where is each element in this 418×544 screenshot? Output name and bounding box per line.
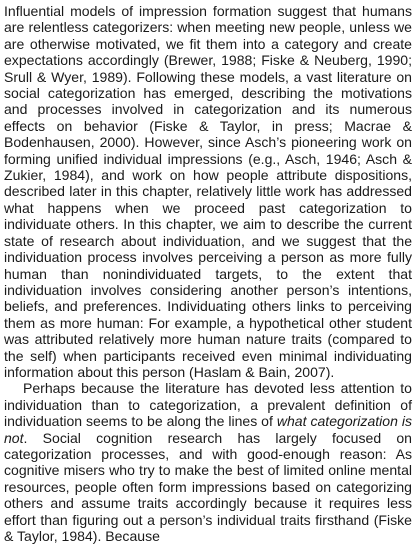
- paragraph-2-italic-phrase: what categorization is not: [4, 413, 412, 446]
- paragraph-2-text-start: Perhaps because the literature has devoted less attention to individuation than to categorization, a prevalent definition of individuation seems to be along the lines of: [4, 380, 412, 430]
- paragraph-1: [4, 3, 412, 380]
- paragraph-2: [4, 380, 412, 544]
- paragraph-1-text: Influential models of impression formation suggest that humans are relentless categorizers: when meeting new people, unless we are otherwise motivated, we fit them into a category and create expectations accordingly (Brewer, 1988; Fiske & Neuberg, 1990; Srull & Wyer, 1989). Following these models, a vast literature on social categorization has emerged, describing the motivations and processes involved in categorization and its numerous effects on behavior (Fiske & Taylor, in press; Macrae & Bodenhausen, 2000). However, since Asch’s pioneering work on forming unified individual impressions (e.g., Asch, 1946; Asch & Zukier, 1984), and work on how people attribute dispositions, described later in this chapter, relatively little work has addressed what happens when we proceed past categorization to individuate others. In this chapter, we aim to describe the current state of research about individuation, and we suggest that the individuation process involves perceiving a person as more fully human than nonindividuated targets, to the extent that individuation involves considering another person’s intentions, beliefs, and preferences. Individuating others links to perceiving them as more human: For example, a hypothetical other student was attributed relatively more human nature traits (compared to the self) when participants received even minimal individuating information about this person (Haslam & Bain, 2007).: [4, 3, 412, 380]
- paragraph-2-text-end: . Social cognition research has largely focused on categorization processes, and with good-enough reason: As cognitive misers who try to make the best of limited online mental resources, people often form impressions based on categorizing others and assume traits accordingly because it requires less effort than figuring out a person’s individual traits firsthand (Fiske & Taylor, 1984). Because: [4, 429, 412, 544]
- body-text: [4, 3, 412, 544]
